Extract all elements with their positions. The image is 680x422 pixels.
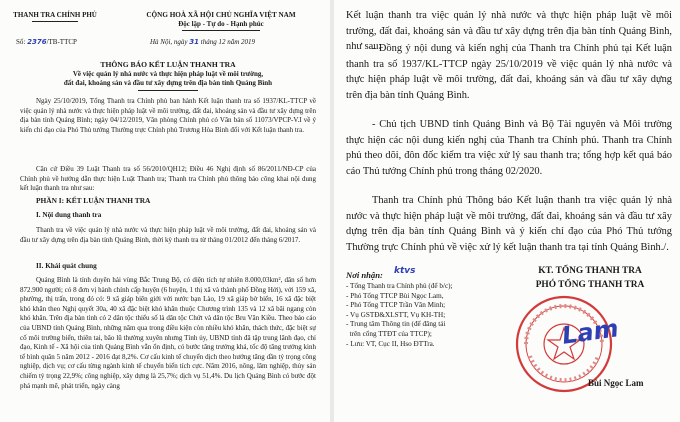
document-page-1 bbox=[0, 0, 330, 422]
agency-underline bbox=[32, 21, 78, 22]
conclusion-paragraph: Kết luận thanh tra việc quản lý nhà nước và thực hiện pháp luật về môi trường, đất đai, khoáng sản và đầu tư xây dựng trên địa bàn tỉnh Quảng Bình, như sau: bbox=[346, 10, 672, 53]
recipients-list: - Tổng Thanh tra Chính phủ (để b/c); - Phó Tổng TTCP Bùi Ngọc Lam, - Phó Tổng TTCP Trần Văn Minh; - Vụ GSTĐ&XLSTT, Vụ KH-TH; - Trung tâm Thông tin (để đăng tải trên cổng TTĐT của TTCP); - Lưu: VT, Cục II, Hso ĐTTra. bbox=[346, 282, 453, 348]
agency-name: THANH TRA CHÍNH PHỦ bbox=[13, 11, 97, 19]
section-2-heading: II. Khái quát chung bbox=[36, 262, 97, 270]
title-underline bbox=[138, 90, 198, 91]
instruction-paragraph: - Chủ tịch UBND tỉnh Quảng Bình và Bộ Tài nguyên và Môi trường thực hiện các nội dung kiến nghị của Thanh tra Chính phủ. Thanh tra Chính phủ theo dõi, đôn đốc kiểm tra việc xử lý sau thanh tra; tổng hợp kết quả báo cáo Thủ tướng Chính phủ trong tháng 02/2020. bbox=[346, 119, 672, 177]
section-1-text: Thanh tra về việc quản lý nhà nước và thực hiện pháp luật về môi trường, đất đai, khoáng sản và đầu tư xây dựng trên địa bàn tỉnh Quảng Bình, thời kỳ thanh tra từ tháng 01/2012 đến tháng 6/2017. bbox=[20, 226, 316, 244]
handwritten-initials: ktvs bbox=[394, 266, 416, 276]
signature-title-line-2: PHÓ TỔNG THANH TRA bbox=[535, 280, 645, 290]
basis-paragraph: Căn cứ Điều 39 Luật Thanh tra số 56/2010/QH12; Điều 46 Nghị định số 86/2011/NĐ-CP của Chính phủ về hướng dẫn thực hiện Luật Thanh tra; Thanh tra Chính phủ thông báo công khai nội dung kết luận thanh tra như sau: bbox=[20, 165, 316, 193]
signature-title-line-1: KT. TỔNG THANH TRA bbox=[538, 266, 642, 276]
notice-title: THÔNG BÁO KẾT LUẬN THANH TRA bbox=[100, 60, 236, 69]
recipients-label: Nơi nhận: bbox=[346, 270, 383, 280]
handwritten-number: 2376 bbox=[27, 38, 47, 46]
notice-subtitle-line-2: đất đai, khoáng sản và đầu tư xây dựng trên địa bàn tỉnh Quảng Bình bbox=[63, 79, 273, 87]
issue-date: Hà Nội, ngày 31 tháng 12 năm 2019 bbox=[150, 38, 256, 46]
intro-paragraph: Ngày 25/10/2019, Tổng Thanh tra Chính phủ ban hành Kết luận thanh tra số 1937/KL-TTCP về việc quản lý nhà nước và thực hiện pháp luật về môi trường, đất đai, khoáng sản và đầu tư xây dựng trên địa bàn tỉnh Quảng Bình; ngày 04/12/2019, Văn phòng Chính phủ có Văn bản số 11073/VPCP-V.I về ý kiến chỉ đạo của Phó Thủ tướng Thường trực Chính phủ Trương Hòa Bình đối với Kết luận thanh tra. bbox=[20, 97, 316, 134]
handwritten-day: 31 bbox=[189, 38, 200, 46]
closing-paragraph: Thanh tra Chính phủ Thông báo Kết luận thanh tra việc quản lý nhà nước và thực hiện pháp luật về môi trường, đất đai, khoáng sản và đầu tư xây dựng trên địa bàn tỉnh Quảng Bình và ý kiến chỉ đạo của Phó Thủ tướng Thường trực Chính phủ về việc xử lý kết luận thanh tra tại tỉnh Quảng Bình./. bbox=[346, 195, 672, 253]
notice-subtitle-line-1: Về việc quản lý nhà nước và thực hiện pháp luật về môi trường, bbox=[72, 70, 264, 78]
document-number: Số: 2376/TB-TTCP bbox=[16, 38, 77, 46]
document-page-2 bbox=[334, 0, 680, 422]
section-1-heading: I. Nội dung thanh tra bbox=[36, 211, 102, 219]
country-name: CỘNG HOÀ XÃ HỘI CHỦ NGHĨA VIỆT NAM bbox=[146, 11, 296, 19]
signer-name: Bùi Ngọc Lam bbox=[588, 378, 644, 388]
national-motto: Độc lập - Tự do - Hạnh phúc bbox=[178, 20, 264, 28]
part-1-heading: PHẦN I: KẾT LUẬN THANH TRA bbox=[36, 196, 151, 205]
handwritten-signature: Lam bbox=[560, 314, 621, 350]
section-2-text: Quảng Bình là tỉnh duyên hải vùng Bắc Trung Bộ, có diện tích tự nhiên 8.000,03km², dân số hơn 872.900 người; có 8 đơn vị hành chính cấp huyện (6 huyện, 1 thị xã và thành phố Đồng Hới), với 159 xã, phường, thị trấn, trong đó có: 9 xã giáp biên giới với nước bạn Lào, 19 xã giáp bờ biển, 16 xã đặc biệt khó khăn theo Nghị quyết 30a, 40 xã đặc biệt khó khăn thuộc Chương trình 135 và 12 xã bãi ngang còn khó khăn. Trên địa bàn tỉnh có 2 dân tộc thiểu số là dân tộc Chứt và dân tộc Bru Vân Kiều. Theo báo cáo của UBND tỉnh Quảng Bình, những năm qua trong điều kiện còn nhiều khó khăn, thách thức, đặc biệt sự cố môi trường biển, thiên tai, bão lũ thường xuyên nhưng Tỉnh ủy, UBND tỉnh đã tập trung lãnh đạo, chỉ đạo, Kinh tế - Xã hội của tỉnh Quảng Bình vẫn ổn định, có bước tăng trưởng khá, tốc độ tăng trưởng kinh tế bình quân 5 năm 2012 - 2016 đạt 8,2%. Cơ cấu kinh tế chuyển dịch theo hướng tăng dần tỷ trọng công nghiệp, dịch vụ; cơ cấu từng ngành kinh tế chuyển biến tích cực. Năm 2016, nông, lâm nghiệp, thủy sản chiếm tỷ trọng 22,9%; công nghiệp, xây dựng là 25,7%; dịch vụ 51,4%. Du lịch Quảng Bình có bước đột phá mạnh mẽ, phát triển, ngày càng bbox=[20, 276, 316, 390]
motto-underline bbox=[182, 30, 260, 31]
agreement-paragraph: - Đồng ý nội dung và kiến nghị của Thanh tra Chính phủ tại Kết luận thanh tra số 1937/KL-TTCP ngày 25/10/2019 về việc quản lý nhà nước và thực hiện pháp luật về môi trường, đất đai, khoáng sản và đầu tư xây dựng trên địa bàn tỉnh Quảng Bình. bbox=[346, 43, 672, 101]
